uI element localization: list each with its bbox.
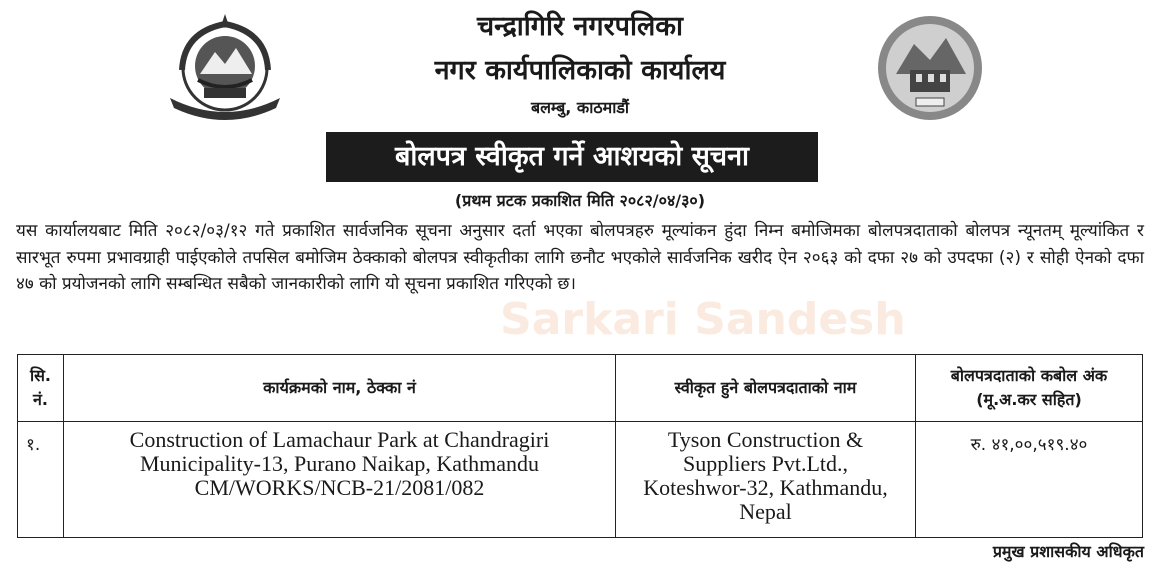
header-serial-line1: सि. bbox=[29, 366, 52, 385]
header-serial-line2: नं. bbox=[33, 390, 48, 409]
header-program: कार्यक्रमको नाम, ठेक्का नं bbox=[64, 355, 616, 422]
header-serial-number bbox=[18, 355, 64, 422]
program-line: Construction of Lamachaur Park at Chandragiri bbox=[129, 427, 550, 452]
contract-number: CM/WORKS/NCB-21/2081/082 bbox=[194, 475, 485, 500]
header-amount-line1: बोलपत्रदाताको कबोल अंक bbox=[950, 366, 1108, 385]
award-table bbox=[17, 354, 1143, 538]
notice-body: यस कार्यालयबाट मिति २०८२/०३/१२ गते प्रकाशित सार्वजनिक सूचना अनुसार दर्ता भएका बोलपत्रहरु मूल्यांकन हुंदा निम्न बमोजिमका बोलपत्रदाताको बोलपत्र न्यूनतम् मूल्यांकित र सारभूत रुपमा प्रभावग्राही पाईएकोले तपसिल बमोजिम ठेक्काको बोलपत्र स्वीकृतीका लागि छनौट भएकोले सार्वजनिक खरीद ऐन २०६३ को दफा २७ को उपदफा (२) र सोही ऐनको दफा ४७ को प्रयोजनको लागि सम्बन्धित सबैको जानकारीको लागि यो सूचना प्रकाशित गरिएको छ। bbox=[16, 221, 1144, 294]
publication-date-note: (प्रथम प्रटक प्रकाशित मिति २०८२/०४/३०) bbox=[454, 191, 706, 210]
header-amount-line2: (मू.अ.कर सहित) bbox=[976, 390, 1082, 409]
bidder-line: Suppliers Pvt.Ltd., bbox=[682, 451, 848, 476]
bidder-line: Nepal bbox=[739, 499, 792, 524]
row-program bbox=[64, 422, 616, 538]
notice-title: बोलपत्र स्वीकृत गर्ने आशयको सूचना bbox=[326, 132, 818, 182]
signature-title: प्रमुख प्रशासकीय अधिकृत bbox=[992, 542, 1144, 561]
bidder-line: Koteshwor-32, Kathmandu, bbox=[643, 475, 888, 500]
office-name: नगर कार्यपालिकाको कार्यालय bbox=[434, 55, 726, 86]
table-row bbox=[18, 422, 1143, 538]
program-line: Municipality-13, Purano Naikap, Kathmandu bbox=[140, 451, 539, 476]
header-amount bbox=[916, 355, 1143, 422]
row-amount: रु. ४१,००,५१९.४० bbox=[916, 422, 1143, 538]
row-bidder bbox=[616, 422, 916, 538]
table-header-row bbox=[18, 355, 1143, 422]
watermark-text: Sarkari Sandesh bbox=[500, 294, 906, 345]
bidder-line: Tyson Construction & bbox=[667, 427, 864, 452]
municipality-name: चन्द्रागिरि नगरपलिका bbox=[476, 11, 684, 42]
office-address: बलम्बु, काठमाडौं bbox=[530, 98, 630, 117]
row-serial-number: १. bbox=[18, 422, 64, 538]
header-bidder: स्वीकृत हुने बोलपत्रदाताको नाम bbox=[616, 355, 916, 422]
